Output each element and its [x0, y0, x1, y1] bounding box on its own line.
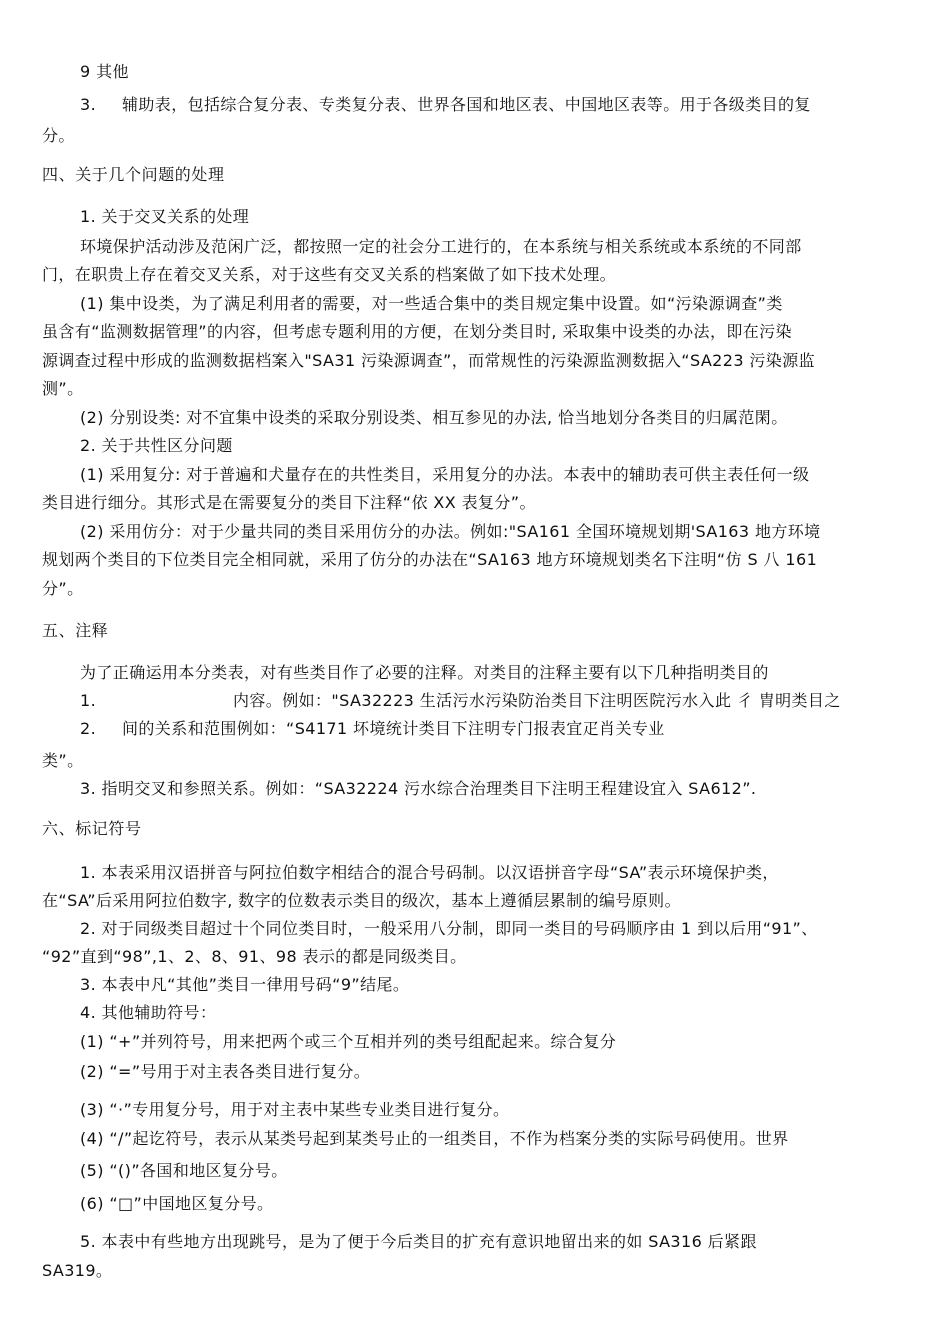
text-line: 源调查过程中形成的监测数据档案入"SA31 污染源调查”，而常规性的污染源监测数据入“SA223 污染源监 [42, 351, 816, 370]
text-line: 环境保护活动涉及范闲广泛，都按照一定的社会分工进行的，在本系统与相关系统或本系统的不同部 [80, 237, 802, 256]
text-line: (2) “=”号用于对主表各类目进行复分。 [80, 1062, 371, 1081]
text-line: SA319。 [42, 1261, 113, 1280]
text-line: 3. 指明交叉和参照关系。例如：“SA32224 污水综合治理类目下注明王程建设宜入 SA612”. [80, 779, 757, 798]
text-line: 类目进行细分。其形式是在需要复分的类目下注释“依 XX 表复分”。 [42, 493, 536, 512]
text-line: 测”。 [42, 379, 84, 398]
text-line: (2) 采用仿分：对于少量共同的类目采用仿分的办法。例如:"SA161 全国环境规划期'SA163 地方环境 [80, 522, 821, 541]
text-line: 为了正确运用本分类表，对有些类目作了必要的注释。对类目的注释主要有以下几种指明类目的 [80, 663, 769, 682]
text-line: (6) “□”中国地区复分号。 [80, 1194, 274, 1213]
text-line: 分。 [42, 126, 75, 145]
text-line: “92”直到“98”,1、2、8、91、98 表示的都是同级类目。 [42, 947, 467, 966]
text-line: 辅助表，包括综合复分表、专类复分表、世界各国和地区表、中国地区表等。用于各级类目的复 [122, 95, 811, 114]
list-number: 1. [80, 691, 97, 710]
text-line: 4. 其他辅助符号： [80, 1003, 217, 1022]
section-heading: 五、注释 [42, 621, 109, 640]
subsection-heading: 2. 关于共性区分问题 [80, 436, 233, 455]
text-line: 分”。 [42, 579, 84, 598]
text-line: 1. 本表采用汉语拼音与阿拉伯数字相结合的混合号码制。以汉语拼音字母“SA”表示环境保护类， [80, 863, 779, 882]
list-number: 2. [80, 719, 97, 738]
text-line: 在“SA”后采用阿拉伯数字, 数字的位数表示类目的级次，基本上遵循层累制的编号原则。 [42, 891, 681, 910]
text-line: 3. 本表中凡“其他”类目一律用号码“9”结尾。 [80, 975, 410, 994]
text-line: (4) “/”起讫符号，表示从某类号起到某类号止的一组类目，不作为档案分类的实际号码使用。世界 [80, 1129, 789, 1148]
text-line: 9 其他 [80, 62, 129, 81]
text-line: 间的关系和范围例如：“S4171 坏境统计类目下注明专门报表宜疋肖关专业 [122, 719, 665, 738]
text-line: (1) “+”并列符号，用来把两个或三个互相并列的类号组配起来。综合复分 [80, 1032, 617, 1051]
text-line: 5. 本表中有些地方出现跳号，是为了便于今后类目的扩充有意识地留出来的如 SA316 后紧跟 [80, 1232, 757, 1251]
section-heading: 六、标记符号 [42, 819, 142, 838]
text-line: 2. 对于同级类目超过十个同位类目时，一般采用八分制，即同一类目的号码顺序由 1 到以后用“91”、 [80, 919, 818, 938]
text-line: (5) “()”各国和地区复分号。 [80, 1161, 288, 1180]
section-heading: 四、关于几个问题的处理 [42, 165, 225, 184]
list-number: 3. [80, 95, 97, 114]
text-line: (1) 集中设类，为了满足利用者的需要，对一些适合集中的类目规定集中设置。如“污染源调查”类 [80, 294, 783, 313]
text-line: 类”。 [42, 751, 84, 770]
text-line: (3) “·”专用复分号，用于对主表中某些专业类目进行复分。 [80, 1100, 510, 1119]
text-line: 规划两个类目的下位类目完全相同就，采用了仿分的办法在“SA163 地方环境规划类名下注明“仿 S 八 161 [42, 550, 818, 569]
text-line: 虽含有“监测数据管理”的内容，但考虑专题利用的方便，在划分类目时, 采取集中设类的办法，即在污染 [42, 322, 792, 341]
text-line: 内容。例如："SA32223 生活污水污染防治类目下注明医院污水入此 彳 胄明类目之 [233, 691, 841, 710]
text-line: (1) 采用复分: 对于普遍和犬量存在的共性类目，采用复分的办法。本表中的辅助表可供主表任何一级 [80, 465, 810, 484]
text-line: (2) 分别设类: 对不宜集中设类的采取分别设类、相互参见的办法, 恰当地划分各类目的归属范閑。 [80, 408, 788, 427]
text-line: 门，在职贵上存在着交叉关系，对于这些有交叉关系的档案做了如下技术处理。 [42, 265, 617, 284]
subsection-heading: 1. 关于交叉关系的处理 [80, 207, 250, 226]
